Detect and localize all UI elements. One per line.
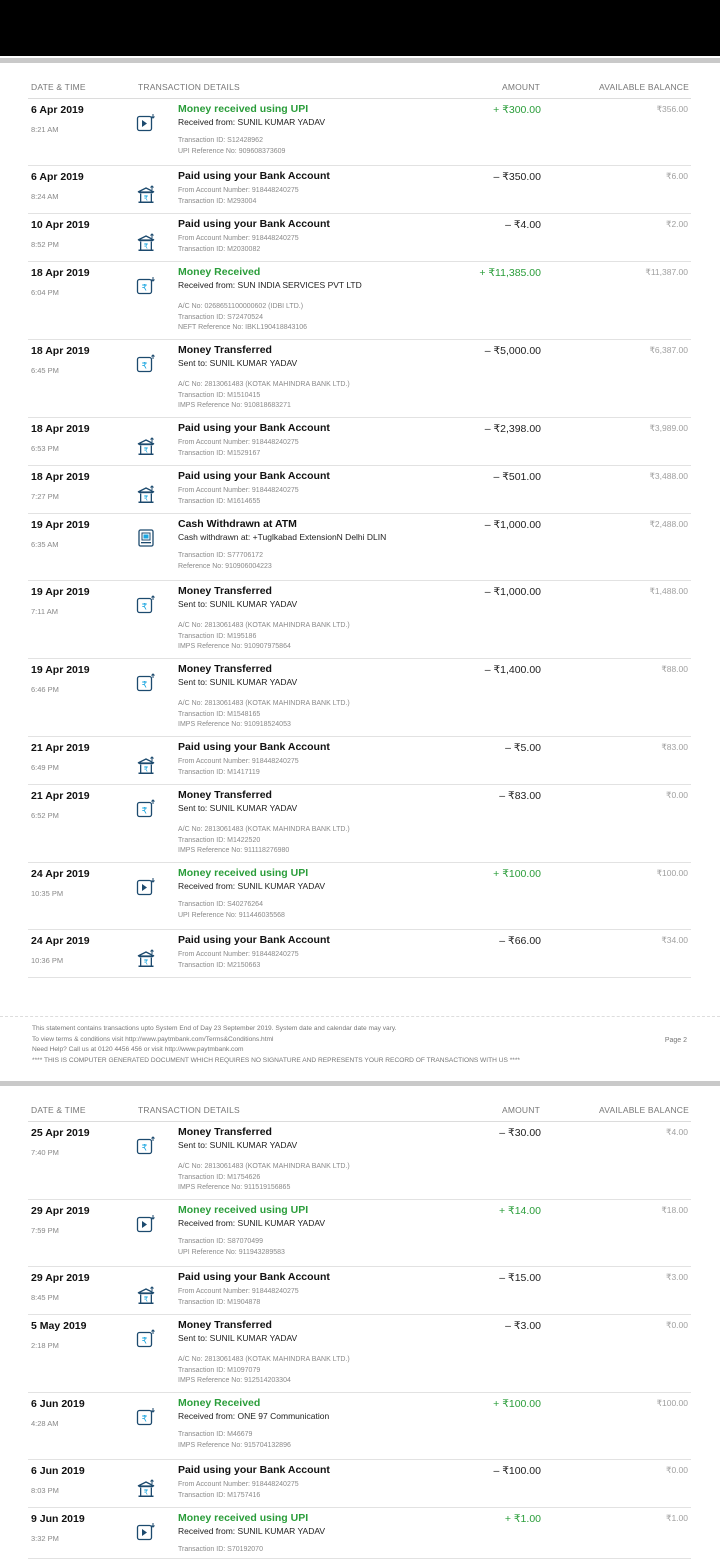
svg-text:₹: ₹ [143, 446, 149, 455]
detail-line: Transaction ID: M1422520 [178, 836, 261, 844]
transaction-row [28, 214, 691, 262]
transaction-details [178, 1287, 299, 1308]
transaction-amount: – ₹1,000.00 [484, 586, 541, 598]
transaction-details [178, 825, 350, 857]
detail-line: Transaction ID: M1904878 [178, 1298, 261, 1306]
transaction-row [28, 1267, 691, 1315]
svg-text:₹: ₹ [141, 1143, 148, 1154]
statement-footer [0, 1016, 720, 1081]
transaction-row [28, 1200, 691, 1267]
transaction-time: 10:35 PM [31, 889, 64, 898]
svg-text:₹: ₹ [143, 1488, 149, 1497]
transaction-row [28, 466, 691, 514]
detail-line: From Account Number: 918448240275 [178, 758, 299, 765]
transaction-party: Cash withdrawn at: +Tuglkabad ExtensionN Delhi DLIN [178, 532, 387, 542]
upi-icon [136, 113, 156, 133]
footer-line: To view terms & conditions visit http://www.paytmbank.com/Terms&Conditions.html [32, 1035, 274, 1043]
detail-line: NEFT Reference No: IBKL190418843106 [178, 324, 308, 332]
header-date: DATE & TIME [31, 1105, 86, 1115]
transaction-party: Sent to: SUNIL KUMAR YADAV [178, 1140, 298, 1150]
money-in-icon [136, 276, 156, 296]
available-balance: ₹1,488.00 [649, 586, 688, 596]
transaction-row [28, 1315, 691, 1393]
header-amount: AMOUNT [501, 1105, 540, 1115]
transaction-amount: – ₹1,400.00 [484, 664, 541, 676]
transaction-date: 19 Apr 2019 [31, 586, 90, 598]
transaction-row [28, 1393, 691, 1460]
transaction-title: Paid using your Bank Account [178, 1271, 330, 1283]
svg-text:₹: ₹ [143, 194, 149, 203]
detail-line: Transaction ID: M1417119 [178, 768, 260, 776]
transaction-time: 6:35 AM [31, 540, 59, 549]
header-details: TRANSACTION DETAILS [138, 82, 240, 92]
transaction-row [28, 166, 691, 214]
detail-line: A/C No: 2813061483 (KOTAK MAHINDRA BANK LTD.) [178, 700, 350, 707]
transaction-amount: + ₹100.00 [493, 1398, 541, 1410]
svg-text:₹: ₹ [141, 602, 148, 613]
transaction-title: Cash Withdrawn at ATM [178, 518, 297, 530]
bank-icon [136, 1479, 156, 1499]
svg-text:₹: ₹ [143, 958, 149, 967]
detail-line: Transaction ID: S12428962 [178, 137, 263, 144]
detail-line: From Account Number: 918448240275 [178, 487, 299, 494]
transaction-amount: – ₹30.00 [499, 1127, 541, 1139]
bank-icon [136, 1286, 156, 1306]
available-balance: ₹100.00 [656, 868, 688, 878]
available-balance: ₹3,488.00 [649, 471, 688, 481]
transaction-date: 25 Apr 2019 [31, 1127, 90, 1139]
detail-line: A/C No: 0268651100000602 (IDBI LTD.) [178, 303, 304, 310]
transaction-time: 6:45 PM [31, 366, 59, 375]
transaction-date: 19 Apr 2019 [31, 519, 90, 531]
transaction-title: Money Received [178, 266, 261, 278]
transaction-row [28, 1460, 691, 1508]
transaction-row [28, 737, 691, 785]
detail-line: IMPS Reference No: 911118276980 [178, 847, 290, 855]
detail-line: IMPS Reference No: 910907975864 [178, 643, 291, 651]
page-number: Page 2 [664, 1037, 687, 1044]
transaction-time: 8:45 PM [31, 1293, 59, 1302]
transaction-title: Paid using your Bank Account [178, 422, 330, 434]
transaction-date: 21 Apr 2019 [31, 790, 90, 802]
transaction-date: 18 Apr 2019 [31, 345, 90, 357]
transaction-party: Sent to: SUNIL KUMAR YADAV [178, 1333, 298, 1343]
transaction-amount: – ₹4.00 [505, 219, 541, 231]
detail-line: From Account Number: 918448240275 [178, 439, 299, 446]
detail-line: A/C No: 2813061483 (KOTAK MAHINDRA BANK LTD.) [178, 826, 350, 833]
transaction-date: 18 Apr 2019 [31, 267, 90, 279]
footer-line: **** THIS IS COMPUTER GENERATED DOCUMENT WHICH REQUIRES NO SIGNATURE AND REPRESENTS YOUR RECORD OF TRANSACTIONS WITH US **** [32, 1056, 520, 1064]
detail-line: IMPS Reference No: 911519156865 [178, 1184, 291, 1192]
svg-text:₹: ₹ [141, 1336, 148, 1347]
table-header [28, 1093, 691, 1122]
available-balance: ₹11,387.00 [645, 267, 688, 277]
transaction-title: Money Transferred [178, 789, 272, 801]
detail-line: Transaction ID: M2030082 [178, 245, 261, 253]
transaction-party: Sent to: SUNIL KUMAR YADAV [178, 677, 298, 687]
detail-line: A/C No: 2813061483 (KOTAK MAHINDRA BANK LTD.) [178, 381, 350, 388]
page-divider-bottom [0, 1081, 720, 1086]
transaction-title: Paid using your Bank Account [178, 1464, 330, 1476]
transaction-row [28, 863, 691, 930]
transaction-date: 29 Apr 2019 [31, 1205, 90, 1217]
transaction-title: Paid using your Bank Account [178, 218, 330, 230]
detail-line: IMPS Reference No: 915704132896 [178, 1441, 291, 1449]
available-balance: ₹83.00 [661, 742, 688, 752]
detail-line: IMPS Reference No: 910918524053 [178, 721, 291, 729]
transaction-row [28, 262, 691, 340]
transaction-details [178, 551, 272, 572]
transaction-details [178, 950, 299, 971]
transaction-time: 7:11 AM [31, 607, 58, 616]
transaction-amount: – ₹1,000.00 [484, 519, 541, 531]
upi-icon [136, 1214, 156, 1234]
transaction-amount: + ₹300.00 [493, 104, 541, 116]
transaction-time: 8:52 PM [31, 240, 59, 249]
statement-page-1 [28, 70, 691, 978]
detail-line: Transaction ID: M1548165 [178, 710, 261, 718]
detail-line: From Account Number: 918448240275 [178, 951, 299, 958]
transaction-amount: – ₹2,398.00 [484, 423, 541, 435]
transaction-row [28, 514, 691, 581]
upi-icon [136, 877, 156, 897]
detail-line: Transaction ID: M1510415 [178, 391, 261, 399]
page-divider-top [0, 58, 720, 63]
transaction-date: 18 Apr 2019 [31, 423, 90, 435]
bank-icon [136, 437, 156, 457]
transaction-amount: – ₹5.00 [505, 742, 541, 754]
header-balance: AVAILABLE BALANCE [598, 82, 689, 92]
detail-line: Transaction ID: M1529167 [178, 449, 261, 457]
transaction-amount: – ₹5,000.00 [484, 345, 541, 357]
detail-line: Transaction ID: M1754626 [178, 1173, 261, 1181]
available-balance: ₹2,488.00 [649, 519, 688, 529]
detail-line: Transaction ID: M46679 [178, 1431, 253, 1438]
available-balance: ₹88.00 [661, 664, 688, 674]
transaction-details [178, 1355, 350, 1387]
upi-icon [136, 1522, 156, 1542]
transaction-amount: – ₹15.00 [499, 1272, 541, 1284]
transaction-amount: + ₹11,385.00 [479, 267, 541, 279]
transaction-amount: + ₹100.00 [493, 868, 541, 880]
transaction-amount: + ₹1.00 [504, 1513, 541, 1525]
transaction-time: 10:36 PM [31, 956, 64, 965]
transaction-details [178, 900, 285, 921]
transaction-details [178, 1545, 263, 1556]
detail-line: UPI Reference No: 911446035568 [178, 911, 285, 919]
detail-line: A/C No: 2813061483 (KOTAK MAHINDRA BANK LTD.) [178, 1356, 350, 1363]
detail-line: Transaction ID: M195186 [178, 632, 257, 640]
transaction-amount: + ₹14.00 [498, 1205, 541, 1217]
footer-line: This statement contains transactions upto System End of Day 23 September 2019. System date and calendar date may vary. [32, 1025, 397, 1032]
transaction-list [28, 1122, 691, 1559]
detail-line: UPI Reference No: 911943289583 [178, 1248, 285, 1256]
detail-line: Transaction ID: M1757416 [178, 1491, 261, 1499]
transaction-time: 7:27 PM [31, 492, 59, 501]
money-out-icon [136, 354, 156, 374]
statement-page-2 [28, 1093, 691, 1559]
svg-text:₹: ₹ [143, 765, 149, 774]
bank-icon [136, 756, 156, 776]
transaction-details [178, 302, 307, 334]
footer-notes [32, 1024, 520, 1066]
transaction-party: Sent to: SUNIL KUMAR YADAV [178, 599, 298, 609]
transaction-title: Paid using your Bank Account [178, 470, 330, 482]
transaction-row [28, 1122, 691, 1200]
available-balance: ₹2.00 [666, 219, 688, 229]
transaction-amount: – ₹100.00 [493, 1465, 541, 1477]
detail-line: Transaction ID: S72470524 [178, 313, 263, 321]
money-out-icon [136, 1329, 156, 1349]
transaction-amount: – ₹350.00 [493, 171, 541, 183]
svg-text:₹: ₹ [141, 806, 148, 817]
transaction-amount: – ₹83.00 [499, 790, 541, 802]
money-out-icon [136, 1136, 156, 1156]
transaction-title: Paid using your Bank Account [178, 741, 330, 753]
transaction-amount: – ₹3.00 [505, 1320, 541, 1332]
transaction-details [178, 486, 299, 507]
transaction-date: 24 Apr 2019 [31, 868, 90, 880]
transaction-row [28, 785, 691, 863]
transaction-title: Paid using your Bank Account [178, 170, 330, 182]
table-header [28, 70, 691, 99]
svg-text:₹: ₹ [141, 1414, 148, 1425]
transaction-title: Paid using your Bank Account [178, 934, 330, 946]
transaction-time: 6:46 PM [31, 685, 59, 694]
transaction-details [178, 1162, 350, 1194]
transaction-title: Money received using UPI [178, 1512, 309, 1524]
transaction-row [28, 99, 691, 166]
transaction-row [28, 659, 691, 737]
transaction-title: Money Transferred [178, 1126, 272, 1138]
transaction-date: 6 Apr 2019 [31, 171, 84, 183]
top-black-bar [0, 0, 720, 56]
transaction-date: 18 Apr 2019 [31, 471, 90, 483]
transaction-list [28, 99, 691, 978]
header-details: TRANSACTION DETAILS [138, 1105, 240, 1115]
transaction-title: Money Transferred [178, 1319, 272, 1331]
svg-text:₹: ₹ [141, 283, 148, 294]
svg-text:₹: ₹ [143, 242, 149, 251]
atm-icon [136, 528, 156, 548]
detail-line: Transaction ID: S87070499 [178, 1238, 263, 1245]
money-out-icon [136, 595, 156, 615]
money-out-icon [136, 799, 156, 819]
available-balance: ₹18.00 [661, 1205, 688, 1215]
transaction-date: 21 Apr 2019 [31, 742, 90, 754]
transaction-details [178, 438, 299, 459]
header-balance: AVAILABLE BALANCE [598, 1105, 689, 1115]
transaction-row [28, 340, 691, 418]
detail-line: From Account Number: 918448240275 [178, 235, 299, 242]
money-in-icon [136, 1407, 156, 1427]
detail-line: From Account Number: 918448240275 [178, 1288, 299, 1295]
transaction-details [178, 1430, 291, 1451]
transaction-time: 8:03 PM [31, 1486, 59, 1495]
transaction-party: Received from: SUNIL KUMAR YADAV [178, 1218, 326, 1228]
transaction-title: Money received using UPI [178, 867, 309, 879]
transaction-title: Money Transferred [178, 585, 272, 597]
transaction-party: Sent to: SUNIL KUMAR YADAV [178, 803, 298, 813]
transaction-title: Money Transferred [178, 344, 272, 356]
transaction-details [178, 380, 350, 412]
transaction-time: 3:32 PM [31, 1534, 59, 1543]
transaction-details [178, 136, 285, 157]
bank-icon [136, 485, 156, 505]
available-balance: ₹0.00 [666, 1320, 688, 1330]
transaction-time: 6:49 PM [31, 763, 59, 772]
available-balance: ₹100.00 [656, 1398, 688, 1408]
available-balance: ₹356.00 [656, 104, 688, 114]
transaction-time: 8:21 AM [31, 125, 59, 134]
transaction-party: Sent to: SUNIL KUMAR YADAV [178, 358, 298, 368]
transaction-details [178, 1480, 299, 1501]
transaction-date: 6 Jun 2019 [31, 1398, 85, 1410]
detail-line: Transaction ID: M1614655 [178, 497, 261, 505]
bank-icon [136, 949, 156, 969]
footer-line: Need Help? Call us at 0120 4456 456 or visit http://www.paytmbank.com [32, 1046, 244, 1053]
transaction-date: 9 Jun 2019 [31, 1513, 85, 1525]
detail-line: Transaction ID: M1097079 [178, 1366, 261, 1374]
transaction-party: Received from: SUN INDIA SERVICES PVT LTD [178, 280, 362, 290]
transaction-time: 7:59 PM [31, 1226, 59, 1235]
transaction-time: 2:18 PM [31, 1341, 59, 1350]
transaction-row [28, 581, 691, 659]
bank-icon [136, 185, 156, 205]
header-date: DATE & TIME [31, 82, 86, 92]
detail-line: IMPS Reference No: 910818683271 [178, 402, 291, 410]
transaction-details [178, 621, 350, 653]
transaction-row [28, 1508, 691, 1559]
transaction-party: Received from: SUNIL KUMAR YADAV [178, 1526, 326, 1536]
svg-text:₹: ₹ [141, 680, 148, 691]
detail-line: Transaction ID: S70192070 [178, 1546, 263, 1553]
detail-line: From Account Number: 918448240275 [178, 187, 299, 194]
svg-text:₹: ₹ [143, 494, 149, 503]
transaction-date: 10 Apr 2019 [31, 219, 90, 231]
available-balance: ₹34.00 [661, 935, 688, 945]
transaction-party: Received from: ONE 97 Communication [178, 1411, 330, 1421]
transaction-time: 6:52 PM [31, 811, 59, 820]
available-balance: ₹3,989.00 [649, 423, 688, 433]
bank-icon [136, 233, 156, 253]
svg-text:₹: ₹ [141, 361, 148, 372]
transaction-title: Money received using UPI [178, 103, 309, 115]
detail-line: Transaction ID: M293004 [178, 197, 257, 205]
transaction-party: Received from: SUNIL KUMAR YADAV [178, 881, 326, 891]
money-out-icon [136, 673, 156, 693]
header-amount: AMOUNT [501, 82, 540, 92]
transaction-details [178, 1237, 285, 1258]
transaction-time: 6:53 PM [31, 444, 59, 453]
detail-line: Transaction ID: S77706172 [178, 552, 263, 559]
transaction-party: Received from: SUNIL KUMAR YADAV [178, 117, 326, 127]
available-balance: ₹6.00 [666, 171, 688, 181]
available-balance: ₹6,387.00 [649, 345, 688, 355]
transaction-date: 6 Jun 2019 [31, 1465, 85, 1477]
transaction-date: 29 Apr 2019 [31, 1272, 90, 1284]
transaction-amount: – ₹501.00 [493, 471, 541, 483]
detail-line: Transaction ID: S40276264 [178, 901, 263, 908]
detail-line: UPI Reference No: 909608373609 [178, 147, 286, 155]
available-balance: ₹3.00 [666, 1272, 688, 1282]
transaction-title: Money received using UPI [178, 1204, 309, 1216]
transaction-amount: – ₹66.00 [499, 935, 541, 947]
transaction-title: Money Transferred [178, 663, 272, 675]
transaction-row [28, 930, 691, 978]
transaction-date: 24 Apr 2019 [31, 935, 90, 947]
transaction-title: Money Received [178, 1397, 261, 1409]
transaction-time: 4:28 AM [31, 1419, 59, 1428]
transaction-time: 8:24 AM [31, 192, 59, 201]
transaction-date: 6 Apr 2019 [31, 104, 84, 116]
detail-line: A/C No: 2813061483 (KOTAK MAHINDRA BANK LTD.) [178, 622, 350, 629]
available-balance: ₹0.00 [666, 790, 688, 800]
transaction-details [178, 186, 299, 207]
detail-line: IMPS Reference No: 912514203304 [178, 1377, 291, 1385]
detail-line: Reference No: 910906004223 [178, 562, 272, 570]
transaction-details [178, 699, 350, 731]
transaction-date: 5 May 2019 [31, 1320, 87, 1332]
svg-text:₹: ₹ [143, 1295, 149, 1304]
detail-line: From Account Number: 918448240275 [178, 1481, 299, 1488]
detail-line: Transaction ID: M2150663 [178, 961, 261, 969]
transaction-details [178, 757, 299, 778]
available-balance: ₹0.00 [666, 1465, 688, 1475]
transaction-row [28, 418, 691, 466]
transaction-date: 19 Apr 2019 [31, 664, 90, 676]
transaction-details [178, 234, 299, 255]
transaction-time: 7:40 PM [31, 1148, 59, 1157]
transaction-time: 6:04 PM [31, 288, 59, 297]
detail-line: A/C No: 2813061483 (KOTAK MAHINDRA BANK LTD.) [178, 1163, 350, 1170]
available-balance: ₹4.00 [666, 1127, 688, 1137]
available-balance: ₹1.00 [666, 1513, 688, 1523]
